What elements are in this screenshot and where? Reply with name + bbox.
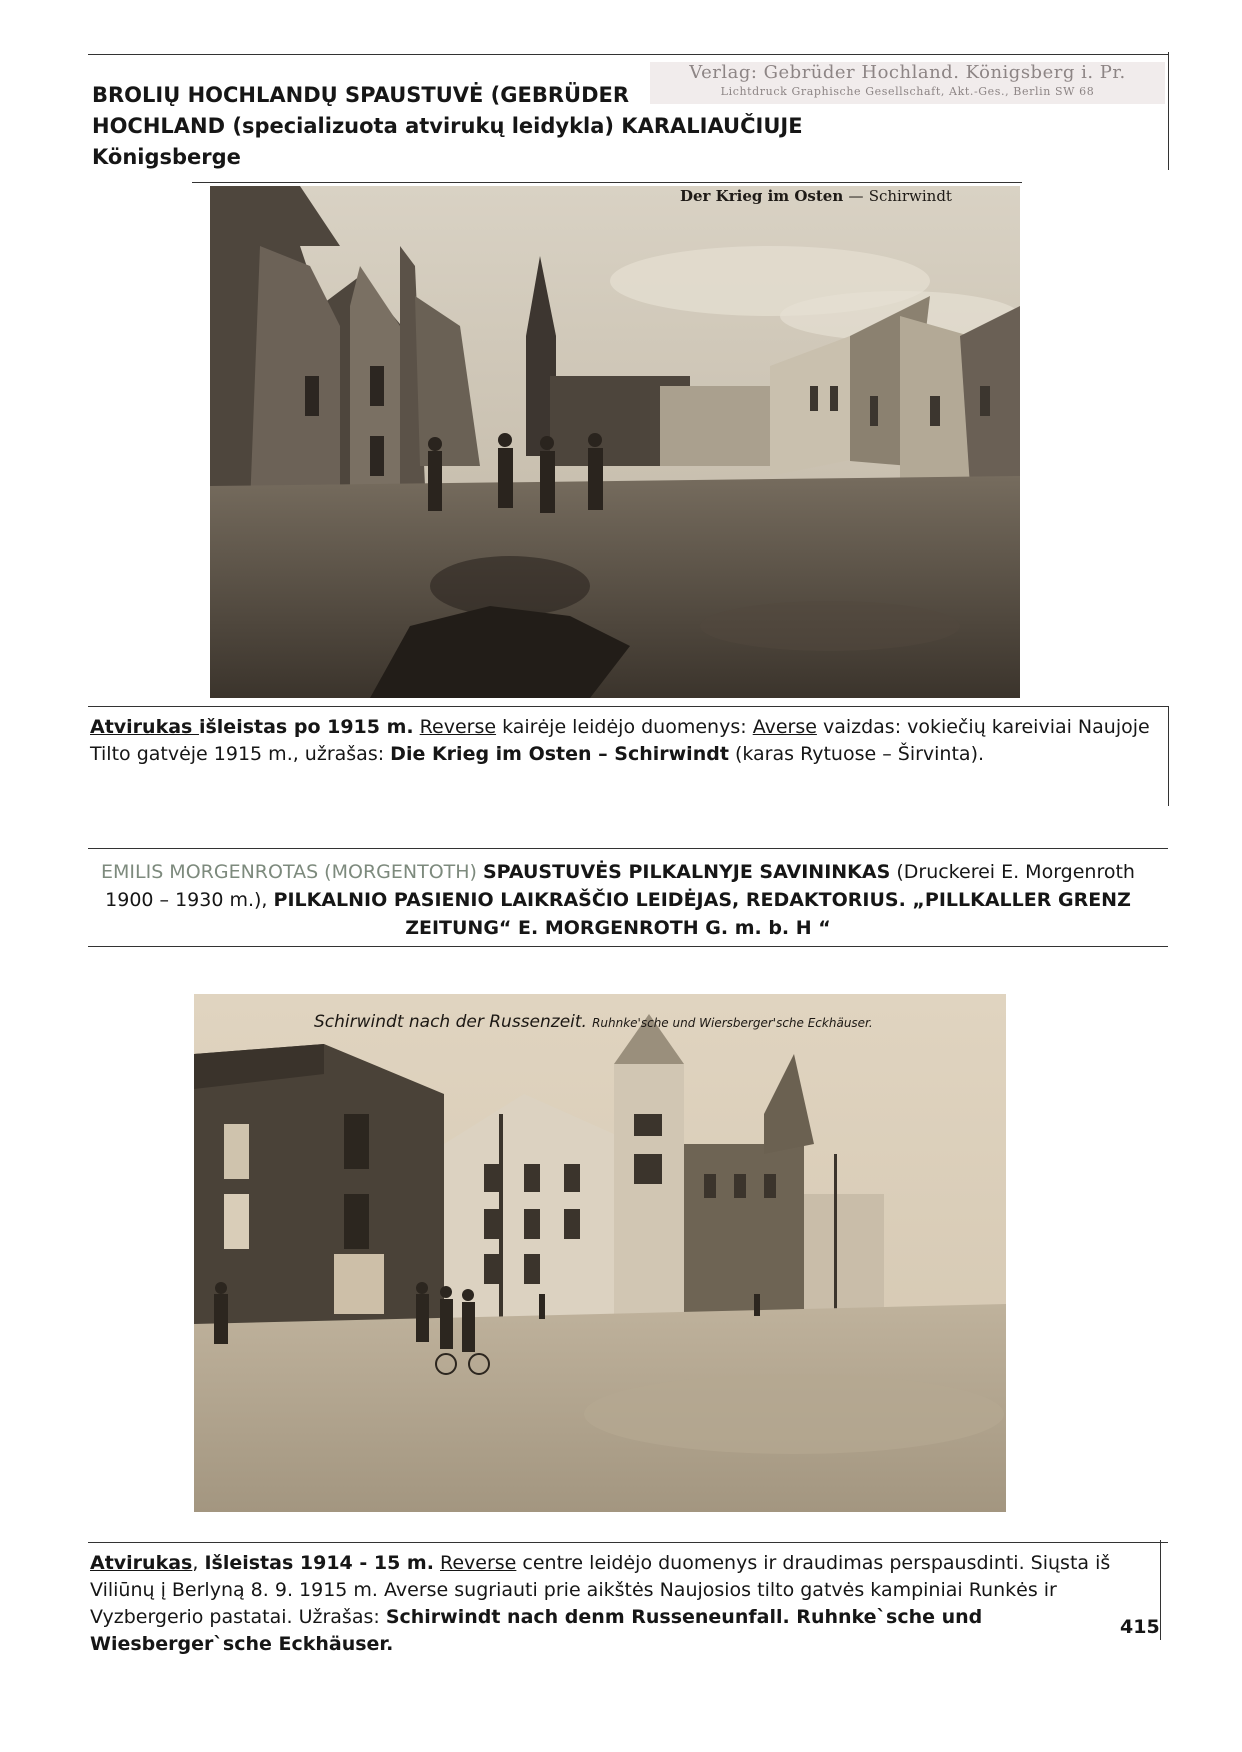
postcard2-image	[194, 994, 1006, 1512]
section2-publisher: PILKALNIO PASIENIO LAIKRAŠČIO LEIDĖJAS, REDAKTORIUS. „PILLKALLER GRENZ ZEITUNG“ E. MORGENROTH G. m. b. H “	[273, 889, 1131, 939]
postcard1-inscription-dash: —	[848, 187, 864, 205]
section1-title-line2: HOCHLAND (specializuota atvirukų leidykla) KARALIAUČIUJE Königsberge	[92, 114, 803, 169]
caption1-translation: (karas Rytuose – Širvinta).	[728, 743, 985, 765]
caption1-averse-text: vaizdas: vokiečių kareiviai Naujoje Tilto gatvėje 1915 m., užrašas:	[90, 716, 1150, 765]
section2-name: EMILIS MORGENROTAS (MORGENTOTH)	[101, 861, 483, 883]
section2-role: SPAUSTUVĖS PILKALNYJE SAVININKAS	[483, 861, 891, 883]
stamp-line2: Lichtdruck Graphische Gesellschaft, Akt.-Ges., Berlin SW 68	[720, 85, 1095, 98]
section2-title	[88, 858, 1148, 942]
caption1-top-rule	[88, 706, 1168, 707]
postcard1-inscription-left: Der Krieg im Osten	[680, 187, 844, 205]
caption1-inscription: Die Krieg im Osten – Schirwindt	[390, 743, 729, 765]
section2-bottom-rule	[88, 946, 1168, 947]
caption2-top-rule	[88, 1542, 1168, 1543]
rule-above-photo1	[192, 182, 1022, 183]
caption1-averse: Averse	[752, 716, 817, 738]
section1-title-line1: BROLIŲ HOCHLANDŲ SPAUSTUVĖ (GEBRÜDER	[92, 83, 630, 107]
caption1-issued: išleistas po 1915 m.	[198, 716, 414, 738]
top-right-rule	[1168, 52, 1169, 170]
caption1-reverse: Reverse	[419, 716, 497, 738]
caption1-atvirukas: Atvirukas	[90, 716, 199, 738]
caption2-reverse: Reverse	[440, 1552, 517, 1574]
caption2-body: centre leidėjo duomenys ir draudimas perspausdinti. Siųsta iš Viliūnų į Berlyną 8. 9. 1915 m. Averse sugriauti prie aikštės Naujosios tilto gatvės kampiniai Runkės ir Vyzbergerio pastatai. Užrašas:	[90, 1552, 1111, 1628]
caption2-atvirukas: Atvirukas	[90, 1552, 193, 1574]
publisher-stamp	[650, 62, 1165, 104]
top-rule	[88, 54, 1168, 55]
postcard2-inscription-small: Ruhnke'sche und Wiersberger'sche Eckhäuser.	[592, 1016, 873, 1030]
postcard1-inscription-right: Schirwindt	[868, 187, 952, 205]
postcard2-inscription-main: Schirwindt nach der Russenzeit.	[314, 1012, 587, 1032]
caption1-reverse-text: kairėje leidėjo duomenys:	[496, 716, 753, 738]
section2-dates: (Druckerei E. Morgenroth 1900 – 1930 m.),	[105, 861, 1135, 911]
caption2: Atvirukas, Išleistas 1914 - 15 m. Reverse centre leidėjo duomenys ir draudimas perspausdinti. Siųsta iš Viliūnų į Berlyną 8. 9. 1915 m. Averse sugriauti prie aikštės Naujosios tilto gatvės kampiniai Runkės ir Vyzbergerio pastatai. Užrašas: Schirwindt nach denm Russeneunfall. Ruhnke`sche und Wiesberger`sche Eckhäuser.	[90, 1552, 1111, 1655]
section2-top-rule	[88, 848, 1168, 849]
postcard1-inscription	[680, 186, 952, 206]
page-number: 415	[1120, 1616, 1160, 1638]
postcard1-image	[210, 186, 1020, 698]
stamp-line1: Verlag: Gebrüder Hochland. Königsberg i. Pr.	[689, 62, 1126, 83]
caption2-inscription: Schirwindt nach denm Russeneunfall. Ruhnke`sche und Wiesberger`sche Eckhäuser.	[90, 1606, 983, 1655]
caption1	[90, 714, 1165, 768]
postcard2-inscription	[314, 1012, 873, 1032]
caption2-issued: Išleistas 1914 - 15 m.	[204, 1552, 434, 1574]
caption1-right-rule	[1168, 706, 1169, 806]
caption2-right-rule	[1160, 1540, 1161, 1640]
